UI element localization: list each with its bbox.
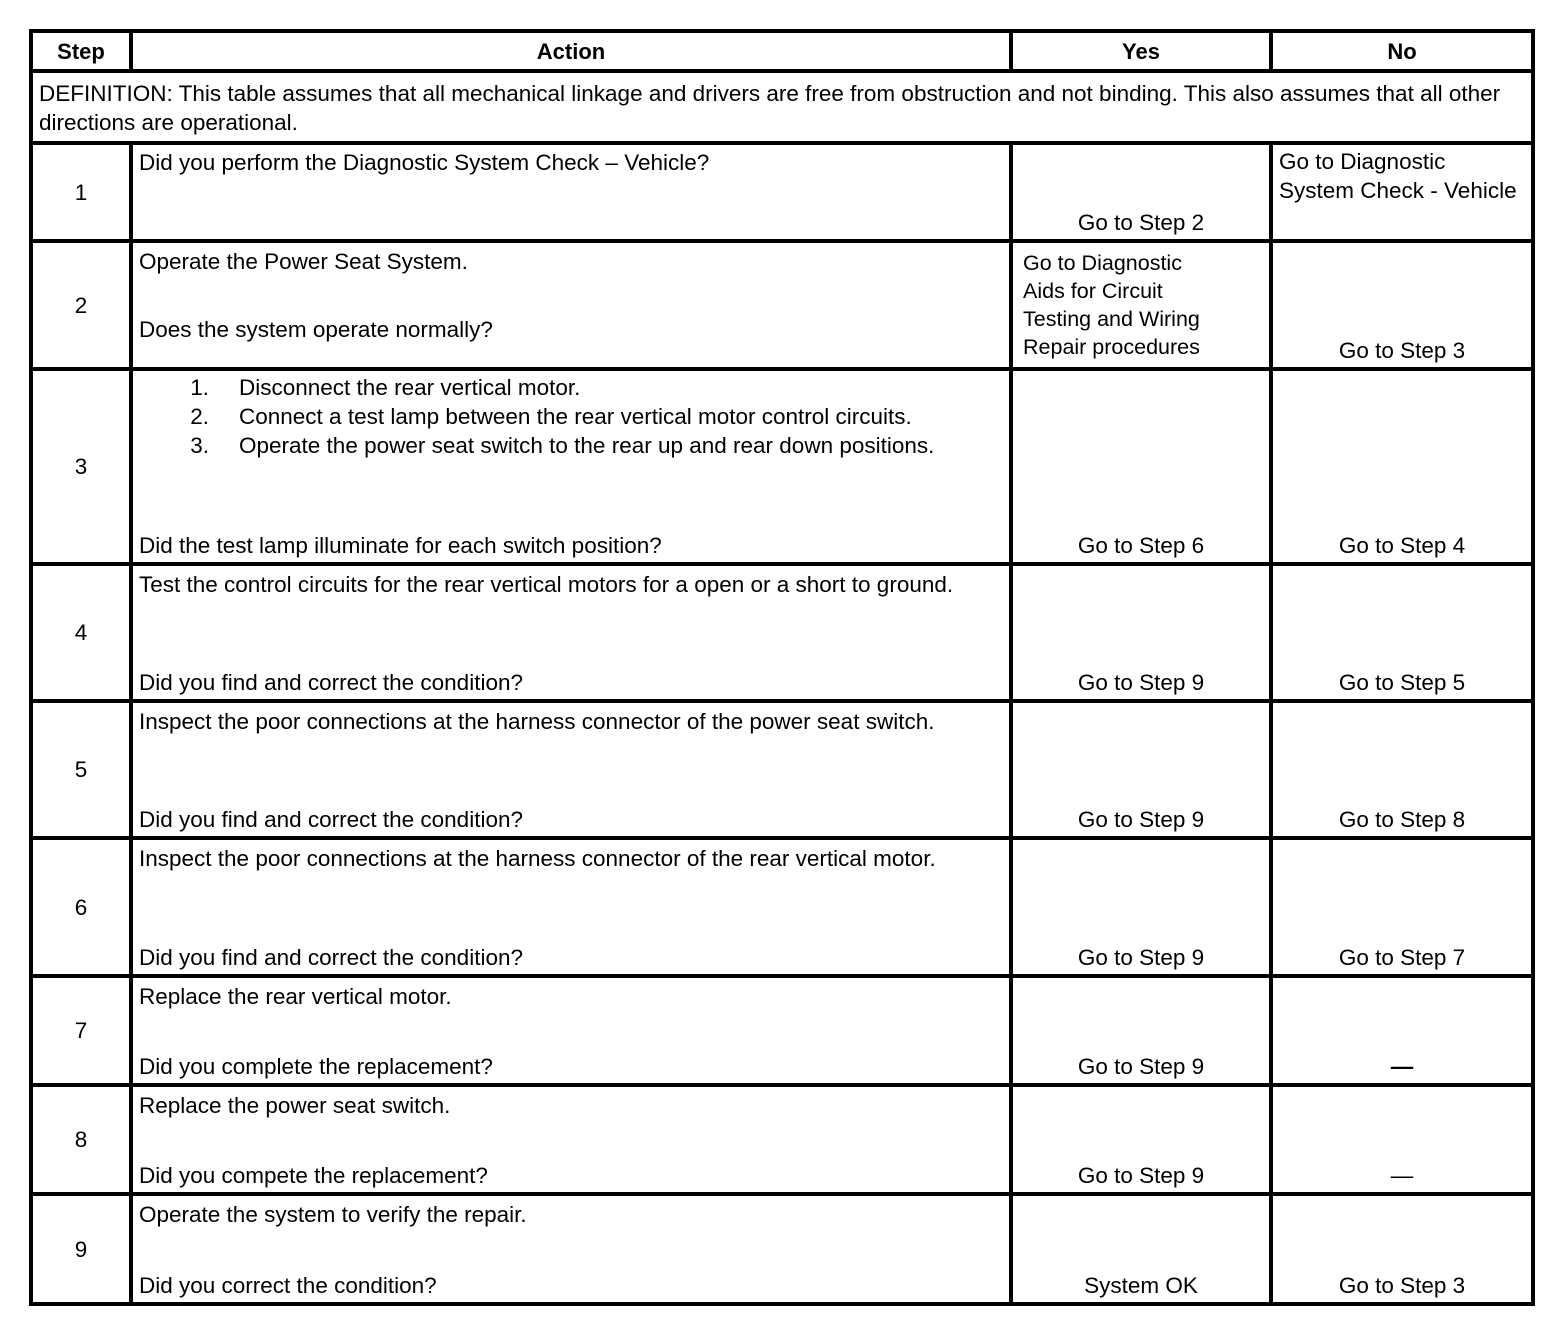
action-text: Operate the Power Seat System.: [139, 249, 468, 274]
yes-cell: [1011, 241, 1271, 369]
yes-cell: Go to Step 2: [1011, 143, 1271, 241]
no-cell: Go to Step 3: [1271, 1194, 1533, 1304]
action-cell: [131, 838, 1011, 976]
list-text: Operate the power seat switch to the rear up and rear down positions.: [239, 433, 935, 458]
action-text: Inspect the poor connections at the harness connector of the rear vertical motor.: [139, 846, 936, 871]
step-number: 8: [31, 1085, 131, 1194]
step-number: 2: [31, 241, 131, 369]
list-number: 1.: [190, 375, 209, 400]
action-cell: [131, 143, 1011, 241]
header-no: No: [1271, 31, 1533, 71]
action-cell: [131, 369, 1011, 564]
header-row: [31, 31, 1533, 71]
action-question: Did you find and correct the condition?: [139, 807, 523, 832]
list-item: [139, 402, 1003, 431]
no-cell: —: [1271, 976, 1533, 1085]
header-step: Step: [31, 31, 131, 71]
table-row: [31, 1194, 1533, 1304]
list-item: [139, 373, 1003, 402]
action-cell: [131, 701, 1011, 838]
list-text: Connect a test lamp between the rear vertical motor control circuits.: [239, 404, 912, 429]
no-cell: Go to Step 5: [1271, 564, 1533, 701]
action-text: Operate the system to verify the repair.: [139, 1202, 527, 1227]
yes-cell: Go to Step 9: [1011, 838, 1271, 976]
step-number: 3: [31, 369, 131, 564]
yes-cell: Go to Step 9: [1011, 564, 1271, 701]
table-row: [31, 369, 1533, 564]
action-question: Does the system operate normally?: [139, 317, 493, 342]
action-cell: [131, 976, 1011, 1085]
yes-cell: System OK: [1011, 1194, 1271, 1304]
action-question: Did you correct the condition?: [139, 1273, 437, 1298]
no-cell: Go to Step 4: [1271, 369, 1533, 564]
action-question: Did you find and correct the condition?: [139, 670, 523, 695]
step-number: 9: [31, 1194, 131, 1304]
yes-cell: Go to Step 9: [1011, 976, 1271, 1085]
header-yes: Yes: [1011, 31, 1271, 71]
no-cell: Go to Step 8: [1271, 701, 1533, 838]
table-row: [31, 976, 1533, 1085]
action-text: Replace the power seat switch.: [139, 1093, 451, 1118]
header-action: Action: [131, 31, 1011, 71]
action-text: Test the control circuits for the rear vertical motors for a open or a short to ground.: [139, 572, 954, 597]
step-number: 1: [31, 143, 131, 241]
yes-text: Go to Diagnostic Aids for Circuit Testing and Wiring Repair procedures: [1023, 251, 1200, 359]
action-cell: [131, 1085, 1011, 1194]
yes-cell: Go to Step 9: [1011, 701, 1271, 838]
no-cell: —: [1271, 1085, 1533, 1194]
action-text: Did you perform the Diagnostic System Check – Vehicle?: [139, 150, 710, 175]
no-cell: Go to Step 7: [1271, 838, 1533, 976]
table-row: [31, 1085, 1533, 1194]
table-row: [31, 241, 1533, 369]
action-list: [139, 373, 1003, 460]
action-question: Did you compete the replacement?: [139, 1163, 488, 1188]
definition-text: DEFINITION: This table assumes that all mechanical linkage and drivers are free from obstruction and not binding. This also assumes that all other directions are operational.: [31, 71, 1533, 143]
definition-row: [31, 71, 1533, 143]
action-question: Did you complete the replacement?: [139, 1054, 493, 1079]
yes-cell: Go to Step 9: [1011, 1085, 1271, 1194]
action-cell: [131, 564, 1011, 701]
table-row: [31, 701, 1533, 838]
action-cell: [131, 241, 1011, 369]
list-number: 3.: [190, 433, 209, 458]
list-number: 2.: [190, 404, 209, 429]
action-question: Did the test lamp illuminate for each switch position?: [139, 533, 662, 558]
list-item: [139, 431, 1003, 460]
table-row: [31, 564, 1533, 701]
step-number: 5: [31, 701, 131, 838]
action-question: Did you find and correct the condition?: [139, 945, 523, 970]
no-cell: Go to Step 3: [1271, 241, 1533, 369]
table-row: [31, 143, 1533, 241]
action-text: Replace the rear vertical motor.: [139, 984, 452, 1009]
list-text: Disconnect the rear vertical motor.: [239, 375, 581, 400]
step-number: 7: [31, 976, 131, 1085]
no-cell: Go to Diagnostic System Check - Vehicle: [1271, 143, 1533, 241]
action-cell: [131, 1194, 1011, 1304]
diagnostic-table: [29, 29, 1535, 1306]
table-row: [31, 838, 1533, 976]
step-number: 6: [31, 838, 131, 976]
action-text: Inspect the poor connections at the harness connector of the power seat switch.: [139, 709, 935, 734]
yes-cell: Go to Step 6: [1011, 369, 1271, 564]
step-number: 4: [31, 564, 131, 701]
